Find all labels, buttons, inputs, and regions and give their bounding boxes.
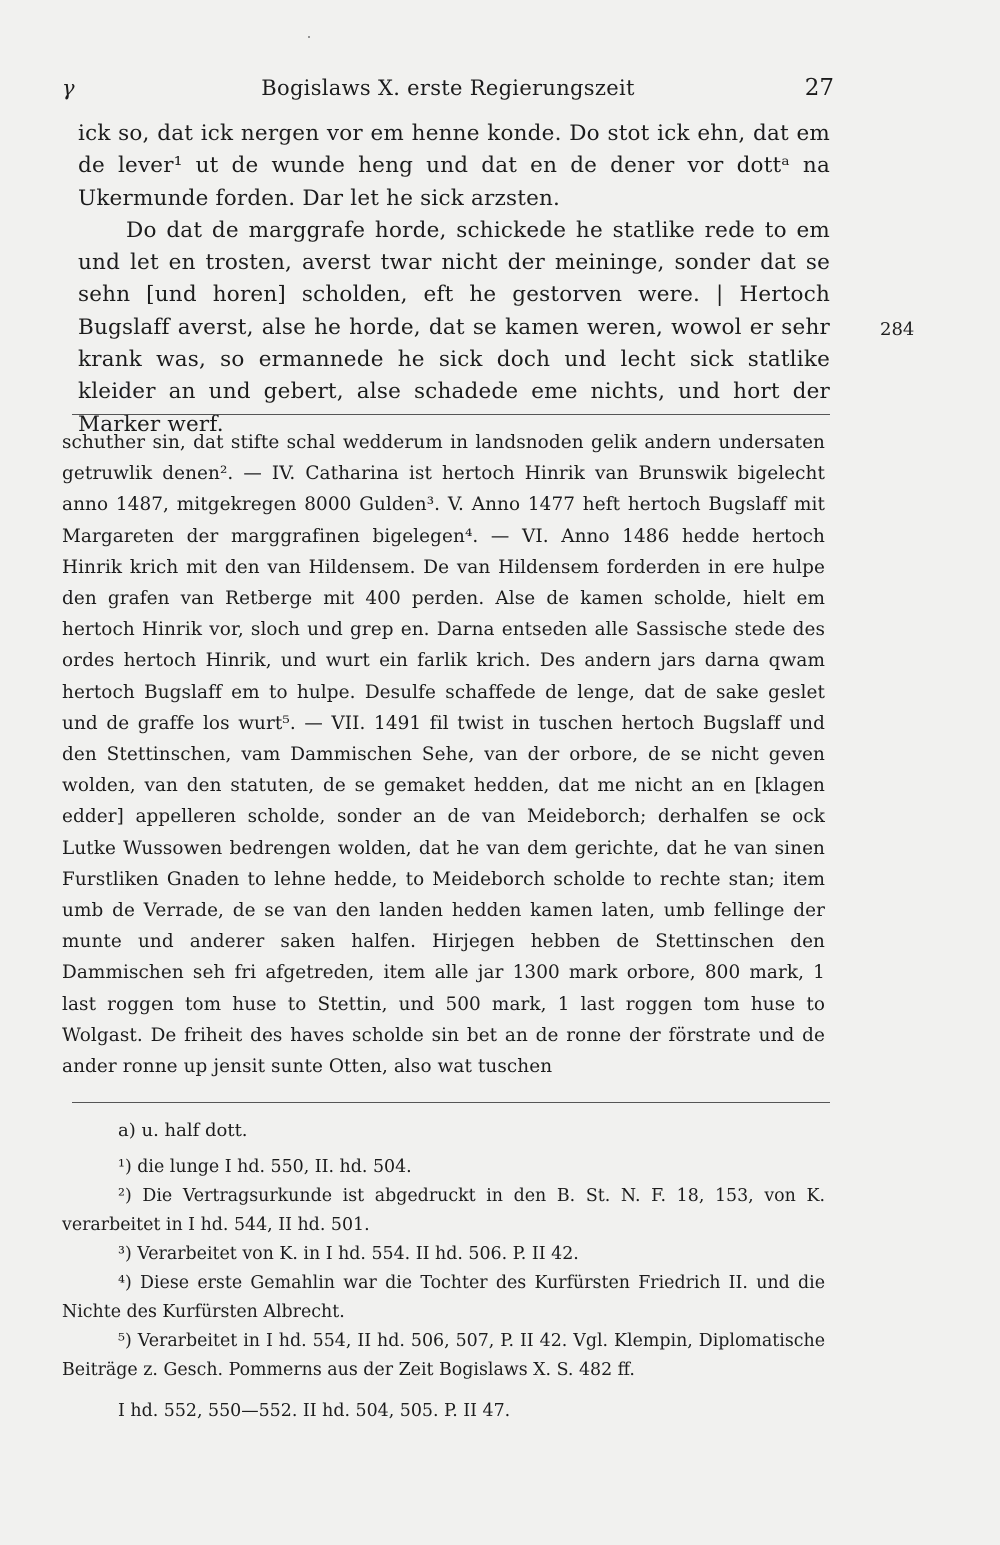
running-header xyxy=(62,72,834,104)
footnote-a: a) u. half dott. xyxy=(118,1120,248,1141)
footnote-1 xyxy=(62,1153,825,1182)
page-number: 27 xyxy=(804,75,834,101)
trailing-references: I hd. 552, 550—552. II hd. 504, 505. P. II 47. xyxy=(118,1401,511,1421)
rule-divider-top xyxy=(72,414,830,415)
main-paragraph-2: Do dat de marggrafe horde, schickede he statlike rede to em und let en trosten, averst twar nicht der meininge, sonder dat se sehn [und horen] scholden, eft he gestorven were. | Hertoch Bugslaff averst, alse he horde, dat se kamen weren, wowol er sehr krank was, so ermannede he sick doch und lecht sick statlike kleider an und gebert, alse schadede eme nichts, und hort der Marker werf. xyxy=(78,217,830,437)
rule-divider-bottom xyxy=(72,1102,830,1103)
footnote-2 xyxy=(62,1182,825,1240)
main-text xyxy=(78,118,830,441)
footnote-3-text: Verarbeitet von K. in I hd. 554. II hd. 506. P. II 42. xyxy=(137,1244,579,1264)
footnote-5 xyxy=(62,1327,825,1385)
running-title: Bogislaws X. erste Regierungszeit xyxy=(261,76,635,100)
footnote-mark: ⁵) xyxy=(118,1331,132,1351)
margin-reference: 284 xyxy=(880,319,915,340)
main-paragraph-1: ick so, dat ick nergen vor em henne konde. Do stot ick ehn, dat em de lever¹ ut de wunde heng und dat en de dener vor dottᵃ na Ukermunde forden. Dar let he sick arzsten. xyxy=(78,121,830,211)
footnotes xyxy=(62,1116,825,1426)
signature-mark: γ xyxy=(62,76,75,100)
footnote-mark: ³) xyxy=(118,1244,132,1264)
footnote-4 xyxy=(62,1269,825,1327)
footnote-5-text: Verarbeitet in I hd. 554, II hd. 506, 507, P. II 42. Vgl. Klempin, Diplomatische Beiträge z. Gesch. Pommerns aus der Zeit Bogislaws X. S. 482 ff. xyxy=(62,1331,826,1380)
variant-paragraph: schuther sin, dat stifte schal wedderum in landsnoden gelik andern undersaten getruwlik denen². — IV. Catharina ist hertoch Hinrik van Brunswik bigelecht anno 1487, mitgekregen 8000 Gulden³. V. Anno 1477 heft hertoch Bugslaff mit Margareten der marggrafinen bigelegen⁴. — VI. Anno 1486 hedde hertoch Hinrik krich mit den van Hildensem. De van Hildensem forderden in ere hulpe den grafen van Retberge mit 400 perden. Alse de kamen scholde, hielt em hertoch Hinrik vor, sloch und grep en. Darna entseden alle Sassische stede des ordes hertoch Hinrik, und wurt ein farlik krich. Des andern jars darna qwam hertoch Bugslaff em to hulpe. Desulfe schaffede de lenge, dat de sake geslet und de graffe los wurt⁵. — VII. 1491 fil twist in tuschen hertoch Bugslaff und den Stettinschen, vam Dammischen Sehe, van der orbore, de se nicht geven wolden, van den statuten, de se gemaket hedden, dat me nicht an en [klagen edder] appelleren scholde, sonder an de van Meideborch; derhalfen se ock Lutke Wussowen bedrengen wolden, dat he van dem gerichte, dat he van sinen Furstliken Gnaden to lehne hedde, to Meideborch scholde to rechte stan; item umb de Verrade, de se van den landen hedden kamen laten, umb fellinge der munte und anderer saken halfen. Hirjegen hebben de Stettinschen den Dammischen seh fri afgetreden, item alle jar 1300 mark orbore, 800 mark, 1 last roggen tom huse to Stettin, und 500 mark, 1 last roggen tom huse to Wolgast. De friheit des haves scholde sin bet an de ronne der förstrate und de ander ronne up jensit sunte Otten, also wat tuschen xyxy=(62,432,825,1078)
footnote-2-text: Die Vertragsurkunde ist abgedruckt in den B. St. N. F. 18, 153, von K. verarbeitet in I hd. 544, II hd. 501. xyxy=(62,1186,825,1235)
footnote-4-text: Diese erste Gemahlin war die Tochter des Kurfürsten Friedrich II. und die Nichte des Kurfürsten Albrecht. xyxy=(62,1273,825,1322)
pencil-mark xyxy=(308,36,310,38)
footnote-mark: ²) xyxy=(118,1186,132,1206)
footnote-3 xyxy=(62,1240,825,1269)
variant-text xyxy=(62,427,825,1082)
footnote-1-text: die lunge I hd. 550, II. hd. 504. xyxy=(137,1157,412,1177)
footnote-mark: ¹) xyxy=(118,1157,132,1177)
footnote-mark: ⁴) xyxy=(118,1273,132,1293)
